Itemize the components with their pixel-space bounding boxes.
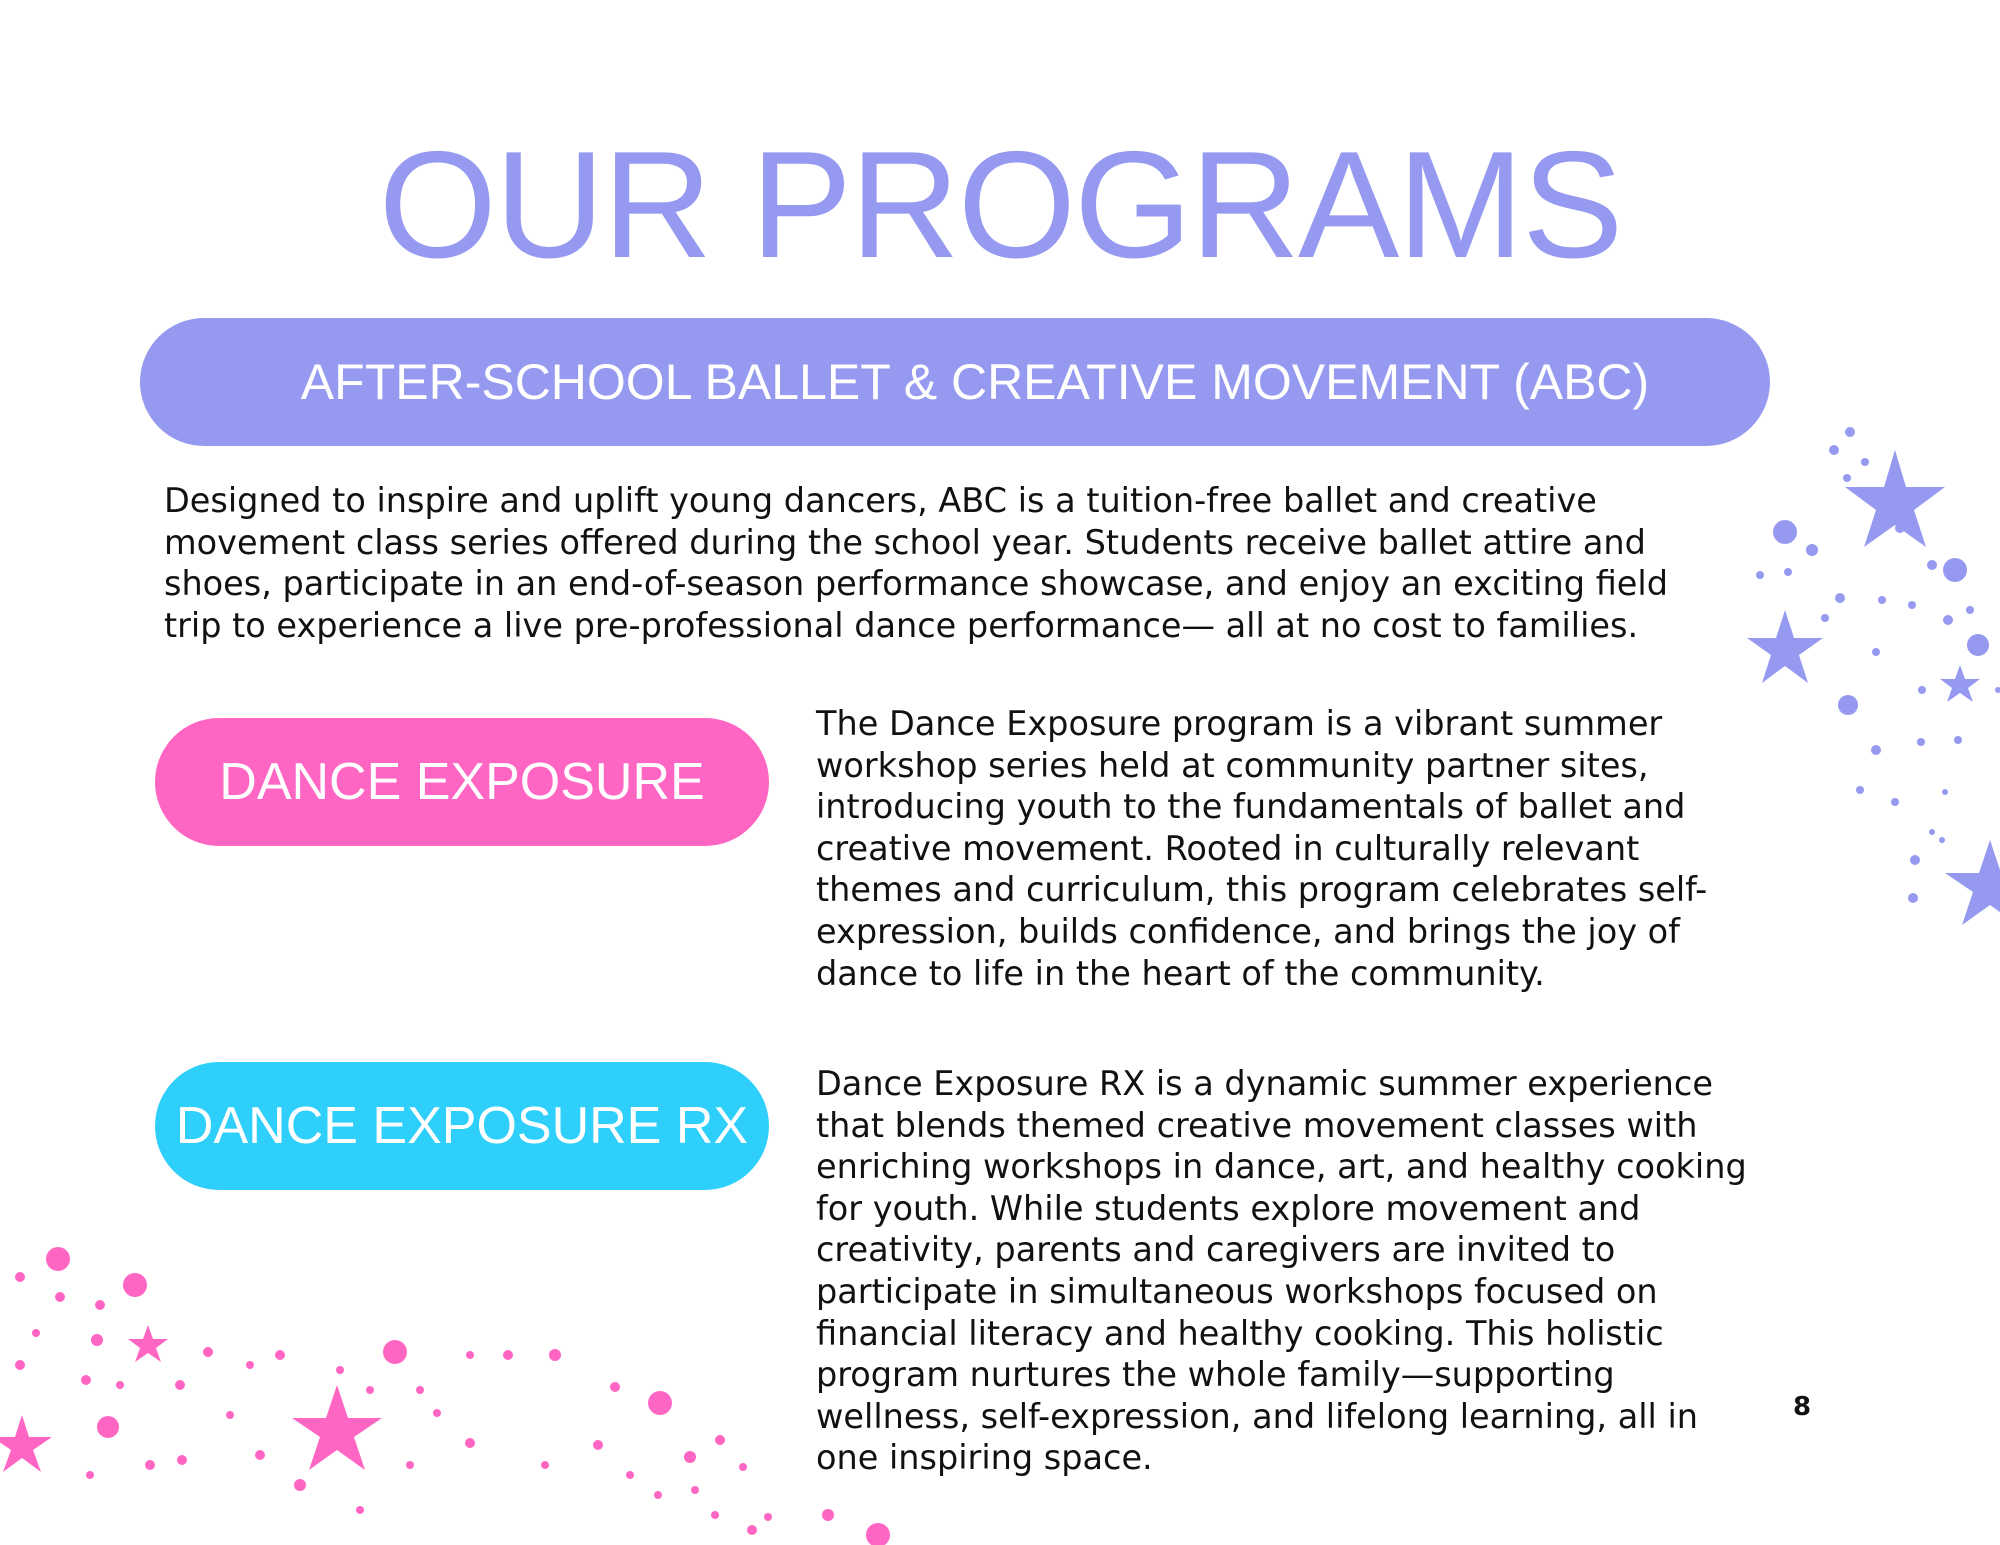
pink-stars-decoration-icon: [0, 1215, 900, 1545]
star-icon: [1945, 840, 2000, 925]
purple-stars-decoration-icon: [1700, 420, 2000, 960]
star-icon: [1940, 665, 1980, 702]
program-description-dance-exposure: The Dance Exposure program is a vibrant summer workshop series held at community partner sites, introducing youth to the fundamentals of ballet and creative movement. Rooted in culturally relevant themes and curriculum, this program celebrates self-expression, builds confidence, and brings the joy of dance to life in the heart of the community.: [816, 704, 1708, 993]
star-icon: [292, 1385, 382, 1470]
page-number: 8: [1792, 1392, 1812, 1422]
program-description-dance-exposure-rx: Dance Exposure RX is a dynamic summer experience that blends themed creative movement classes with enriching workshops in dance, art, and healthy cooking for youth. While students explore movement and creativity, parents and caregivers are invited to participate in simultaneous workshops focused on financial literacy and healthy cooking. This holistic program nurtures the whole family—supporting wellness, self-expression, and lifelong learning, all in one inspiring space.: [816, 1064, 1747, 1478]
program-description-abc: Designed to inspire and uplift young dancers, ABC is a tuition-free ballet and creative movement class series offered during the school year. Students receive ballet attire and shoes, participate in an end-of-season performance showcase, and enjoy an exciting field trip to experience a live pre-professional dance performance— all at no cost to families.: [164, 481, 1668, 645]
page-title: OUR PROGRAMS: [378, 120, 1622, 290]
star-icon: [1845, 450, 1945, 547]
program-heading-abc: AFTER-SCHOOL BALLET & CREATIVE MOVEMENT (ABC): [140, 318, 1770, 446]
program-heading-dance-exposure-rx: DANCE EXPOSURE RX: [155, 1062, 769, 1190]
program-heading-dance-exposure: DANCE EXPOSURE: [155, 718, 769, 846]
star-icon: [128, 1325, 168, 1362]
star-icon: [1747, 610, 1823, 683]
star-icon: [0, 1415, 52, 1472]
